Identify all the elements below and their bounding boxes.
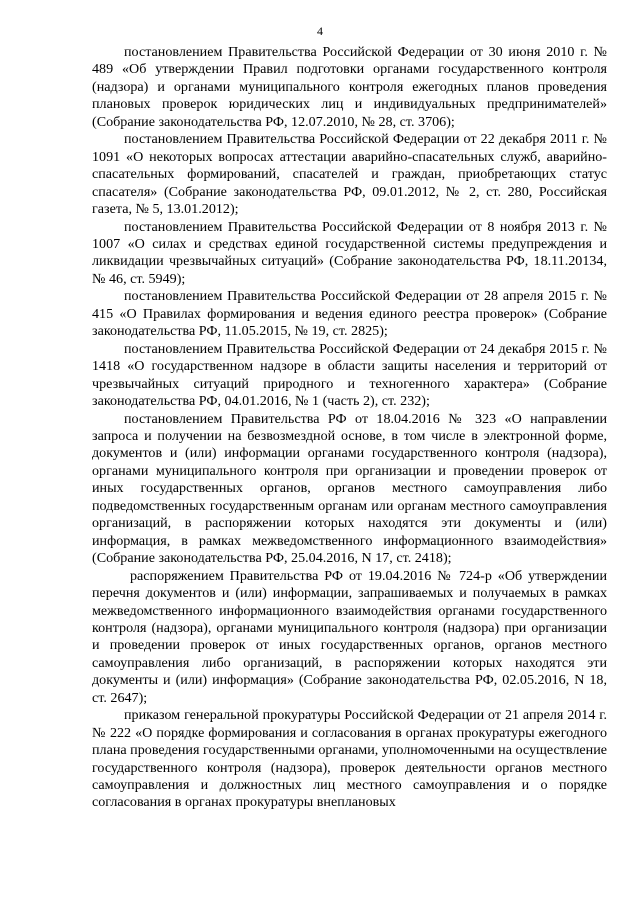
paragraph-resolution-1418: постановлением Правительства Российской Федерации от 24 декабря 2015 г. № 1418 «О государственном надзоре в области защиты населения и территорий от чрезвычайных ситуаций природного и техногенного характера» (Собрание законодательства РФ, 04.01.2016, № 1 (часть 2), ст. 232); — [92, 340, 607, 410]
paragraph-resolution-415: постановлением Правительства Российской Федерации от 28 апреля 2015 г. № 415 «О Правилах формирования и ведения единого реестра проверок» (Собрание законодательства РФ, 11.05.2015, № 19, ст. 2825); — [92, 288, 607, 340]
paragraph-prosecutor-order-222: приказом генеральной прокуратуры Российской Федерации от 21 апреля 2014 г. № 222 «О порядке формирования и согласования в органах прокуратуры ежегодного плана проведения государственными органами, уполномоченными на осуществление государственного контроля (надзора), проверок деятельности органов местного самоуправления и должностных лиц местного самоуправления и о порядке согласования в органах прокуратуры внеплановых — [92, 707, 607, 811]
page-number: 4 — [317, 24, 323, 38]
paragraph-resolution-323: постановлением Правительства РФ от 18.04.2016 № 323 «О направлении запроса и получении на безвозмездной основе, в том числе в электронной форме, документов и (или) информации органами государственного контроля (надзора), органами муниципального контроля при организации и проведении проверок от иных государственных органов, органов местного самоуправления либо подведомственных государственным органам или органам местного самоуправления организаций, в распоряжении которых находятся эти документы и (или) информация, в рамках межведомственного информационного взаимодействия» (Собрание законодательства РФ, 25.04.2016, N 17, ст. 2418); — [92, 410, 607, 567]
paragraph-order-724-r: распоряжением Правительства РФ от 19.04.2016 № 724-р «Об утверждении перечня документов и (или) информации, запрашиваемых и получаемых в рамках межведомственного информационного взаимодействия органами государственного контроля (надзора), органами муниципального контроля (надзора) при организации и проведении проверок от иных государственных органов, органов местного самоуправления либо организаций, в распоряжении которых находятся эти документы и (или) информация» (Собрание законодательства РФ, 02.05.2016, N 18, ст. 2647); — [92, 567, 607, 706]
paragraph-resolution-489: постановлением Правительства Российской Федерации от 30 июня 2010 г. № 489 «Об утверждении Правил подготовки органами государственного контроля (надзора) и органами муниципального контроля ежегодных планов проведения плановых проверок юридических лиц и индивидуальных предпринимателей» (Собрание законодательства РФ, 12.07.2010, № 28, ст. 3706); — [92, 44, 607, 130]
document-body — [92, 44, 607, 812]
paragraph-resolution-1007: постановлением Правительства Российской Федерации от 8 ноября 2013 г. № 1007 «О силах и средствах единой государственной системы предупреждения и ликвидации чрезвычайных ситуаций» (Собрание законодательства РФ, 18.11.20134, № 46, ст. 5949); — [92, 218, 607, 287]
paragraph-resolution-1091: постановлением Правительства Российской Федерации от 22 декабря 2011 г. № 1091 «О некоторых вопросах аттестации аварийно-спасательных служб, аварийно-спасательных формирований, спасателей и граждан, приобретающих статус спасателя» (Собрание законодательства РФ, 09.01.2012, № 2, ст. 280, Российская газета, № 5, 13.01.2012); — [92, 131, 607, 218]
